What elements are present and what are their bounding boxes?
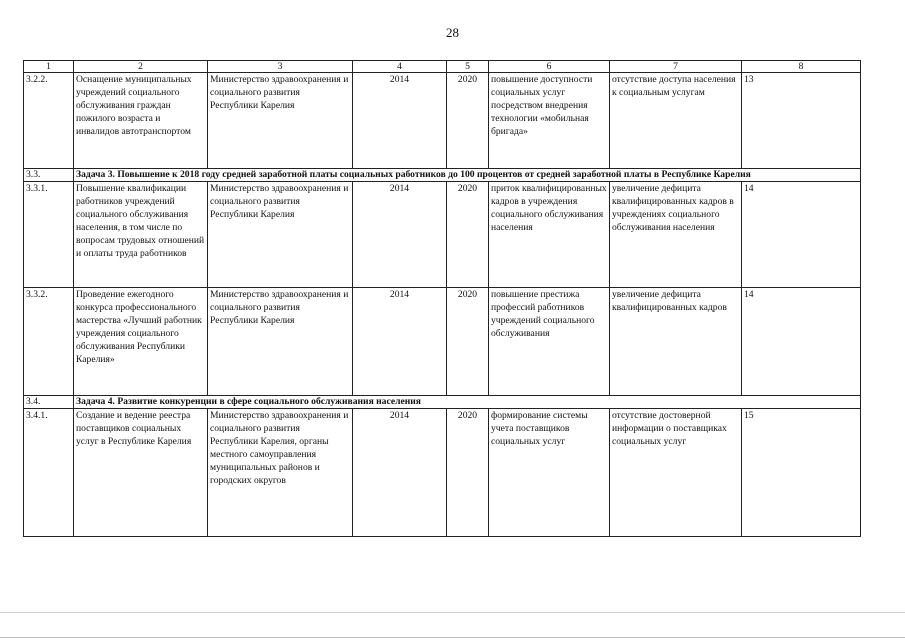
column-number-row — [24, 61, 861, 73]
start-year-cell: 2014 — [353, 73, 447, 169]
end-year-cell: 2020 — [447, 73, 489, 169]
column-header: 2 — [74, 61, 208, 73]
item-number: 3.4.1. — [24, 409, 74, 537]
measures-table — [23, 60, 861, 537]
end-year-cell: 2020 — [447, 409, 489, 537]
activity-cell: Оснащение муниципальных учреждений социального обслуживания граждан пожилого возраста и инвалидов автотранспортом — [74, 73, 208, 169]
column-header: 3 — [208, 61, 353, 73]
table-row — [24, 73, 861, 169]
task-title: Задача 3. Повышение к 2018 году средней заработной платы социальных работников до 100 процентов от средней заработной платы в Республике Карелия — [74, 169, 861, 182]
table-row — [24, 409, 861, 537]
task-number: 3.3. — [24, 169, 74, 182]
activity-cell: Проведение ежегодного конкурса профессионального мастерства «Лучший работник учреждения социального обслуживания Республики Карелия» — [74, 288, 208, 396]
column-header: 5 — [447, 61, 489, 73]
start-year-cell: 2014 — [353, 409, 447, 537]
task-row — [24, 396, 861, 409]
executor-cell: Министерство здравоохранения и социального развития Республики Карелия, органы местного самоуправления муниципальных районов и городских округов — [208, 409, 353, 537]
indicator-link-cell: 14 — [742, 288, 861, 396]
item-number: 3.2.2. — [24, 73, 74, 169]
consequence-cell: увеличение дефицита квалифицированных кадров в учреждениях социального обслуживания населения — [610, 182, 742, 288]
column-header: 1 — [24, 61, 74, 73]
start-year-cell: 2014 — [353, 182, 447, 288]
scan-edge-line — [0, 612, 905, 613]
task-title: Задача 4. Развитие конкуренции в сфере социального обслуживания населения — [74, 396, 861, 409]
column-header: 7 — [610, 61, 742, 73]
indicator-link-cell: 15 — [742, 409, 861, 537]
activity-cell: Повышение квалификации работников учреждений социального обслуживания населения, в том числе по вопросам трудовых отношений и оплаты труда работников — [74, 182, 208, 288]
indicator-link-cell: 14 — [742, 182, 861, 288]
start-year-cell: 2014 — [353, 288, 447, 396]
indicator-link-cell: 13 — [742, 73, 861, 169]
item-number: 3.3.1. — [24, 182, 74, 288]
task-number: 3.4. — [24, 396, 74, 409]
table-row — [24, 288, 861, 396]
activity-cell: Создание и ведение реестра поставщиков социальных услуг в Республике Карелия — [74, 409, 208, 537]
task-row — [24, 169, 861, 182]
column-header: 4 — [353, 61, 447, 73]
result-cell: формирование системы учета поставщиков социальных услуг — [489, 409, 610, 537]
item-number: 3.3.2. — [24, 288, 74, 396]
executor-cell: Министерство здравоохранения и социального развития Республики Карелия — [208, 288, 353, 396]
column-header: 6 — [489, 61, 610, 73]
table-row — [24, 182, 861, 288]
page-number: 28 — [446, 25, 459, 40]
result-cell: повышение престижа профессий работников учреждений социального обслуживания — [489, 288, 610, 396]
consequence-cell: отсутствие доступа населения к социальным услугам — [610, 73, 742, 169]
consequence-cell: отсутствие достоверной информации о поставщиках социальных услуг — [610, 409, 742, 537]
column-header: 8 — [742, 61, 861, 73]
executor-cell: Министерство здравоохранения и социального развития Республики Карелия — [208, 182, 353, 288]
consequence-cell: увеличение дефицита квалифицированных кадров — [610, 288, 742, 396]
result-cell: приток квалифицированных кадров в учреждения социального обслуживания населения — [489, 182, 610, 288]
scan-edge-line — [0, 637, 905, 638]
end-year-cell: 2020 — [447, 182, 489, 288]
result-cell: повышение доступности социальных услуг посредством внедрения технологии «мобильная бригада» — [489, 73, 610, 169]
end-year-cell: 2020 — [447, 288, 489, 396]
executor-cell: Министерство здравоохранения и социального развития Республики Карелия — [208, 73, 353, 169]
